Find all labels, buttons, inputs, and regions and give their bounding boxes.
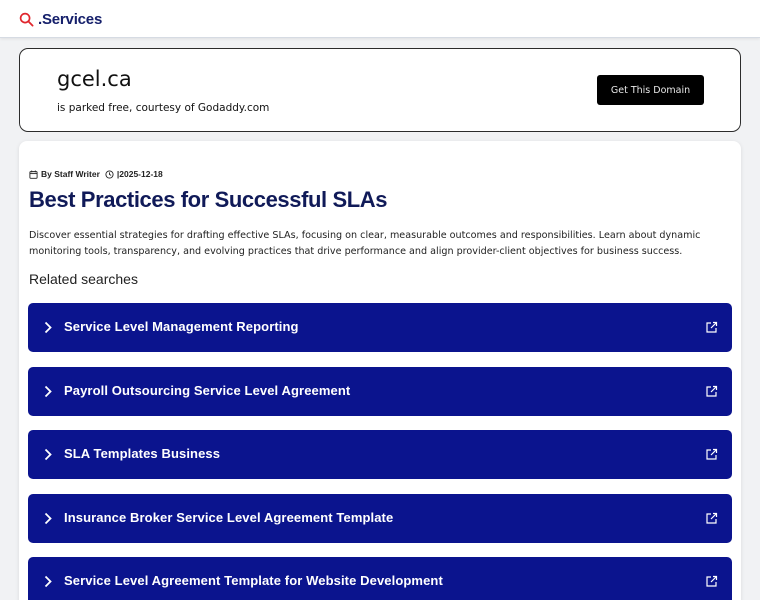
publish-date: |2025-12-18 (116, 169, 163, 179)
article-meta (29, 168, 163, 180)
related-search-label: SLA Templates Business (64, 446, 221, 461)
calendar-icon (29, 170, 38, 179)
chevron-right-icon (42, 321, 54, 334)
clock-icon (105, 170, 114, 179)
related-search-item[interactable] (28, 494, 732, 543)
parked-domain-banner (19, 48, 741, 132)
brand[interactable] (19, 9, 102, 29)
related-search-label: Service Level Agreement Template for Website Development (64, 573, 443, 588)
article-title: Best Practices for Successful SLAs (29, 187, 388, 212)
external-link-icon (705, 385, 718, 398)
related-search-label: Service Level Management Reporting (64, 319, 299, 334)
external-link-icon (705, 575, 718, 588)
related-search-label: Insurance Broker Service Level Agreement Template (64, 510, 394, 525)
search-icon (19, 12, 34, 27)
top-bar (0, 0, 760, 38)
related-search-item[interactable] (28, 557, 732, 600)
parked-subtitle: is parked free, courtesy of Godaddy.com (57, 102, 270, 114)
get-domain-button[interactable]: Get This Domain (597, 75, 704, 105)
related-search-item[interactable] (28, 430, 732, 479)
external-link-icon (705, 321, 718, 334)
chevron-right-icon (42, 512, 54, 525)
article-card (19, 141, 741, 600)
chevron-right-icon (42, 385, 54, 398)
chevron-right-icon (42, 448, 54, 461)
external-link-icon (705, 512, 718, 525)
chevron-right-icon (42, 575, 54, 588)
related-search-item[interactable] (28, 303, 732, 352)
related-search-item[interactable] (28, 367, 732, 416)
article-description: Discover essential strategies for drafting effective SLAs, focusing on clear, measurable outcomes and responsibilities. Learn about dynamic monitoring tools, transparency, and evolving practices that drive performance and align provider-client objectives for business success. (29, 230, 701, 257)
external-link-icon (705, 448, 718, 461)
author: By Staff Writer (41, 169, 100, 179)
related-searches-heading: Related searches (29, 271, 138, 287)
related-search-label: Payroll Outsourcing Service Level Agreement (64, 383, 351, 398)
domain-name: gcel.ca (57, 67, 132, 91)
brand-name: .Services (38, 10, 103, 28)
